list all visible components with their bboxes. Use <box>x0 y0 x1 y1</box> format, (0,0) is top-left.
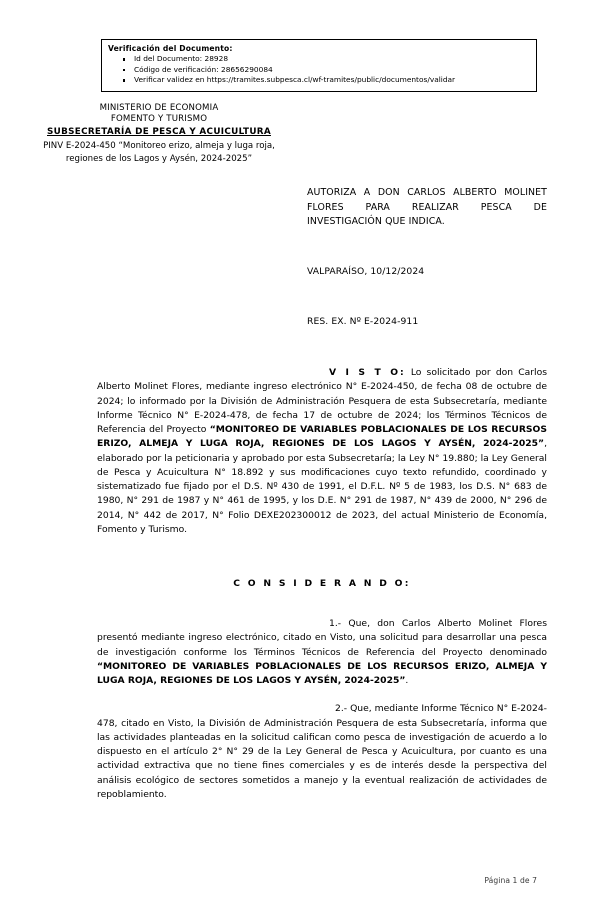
considerando-item-1-text-end: . <box>405 675 409 686</box>
visto-text-intro: Lo solicitado por don Carlos Alberto Molinet Flores, mediante ingreso electrónico N° E-2024-450, de fecha 08 de octubre de 2024; lo informado por la División de Administración Pesquera de esta Subsecretaría, mediante Informe Técnico N° E-2024-478, de fecha 17 de octubre de 2024; los Términos Técnicos de Referencia del Proyecto <box>97 367 547 435</box>
page-footer: Página 1 de 7 <box>484 876 537 885</box>
ministry-header <box>28 103 290 165</box>
considerando-item-1 <box>97 617 547 688</box>
visto-section <box>97 366 547 537</box>
considerando-item-1-text-intro: 1.- Que, don Carlos Alberto Molinet Flores presentó mediante ingreso electrónico, citado en Visto, una solicitud para desarrollar una pesca de investigación conforme los Términos Técnicos de Referencia del Proyecto denominado <box>97 618 547 658</box>
considerando-heading: C O N S I D E R A N D O: <box>233 578 411 589</box>
resolution-subject: AUTORIZA A DON CARLOS ALBERTO MOLINET FLORES PARA REALIZAR PESCA DE INVESTIGACIÓN QUE INDICA. <box>307 187 547 228</box>
verification-item-code: Código de verificación: 28656290084 <box>134 65 530 76</box>
visto-project-name: “MONITOREO DE VARIABLES POBLACIONALES DE LOS RECURSOS ERIZO, ALMEJA Y LUGA ROJA, REGIONES DE LOS LAGOS Y AYSÉN, 2024-2025” <box>97 424 547 450</box>
considerando-item-2 <box>97 702 547 802</box>
ministry-name-line-1: MINISTERIO DE ECONOMIA <box>99 103 219 113</box>
verification-item-document-id: Id del Documento: 28928 <box>134 54 530 65</box>
considerando-item-1-project-name: “MONITOREO DE VARIABLES POBLACIONALES DE LOS RECURSOS ERIZO, ALMEJA Y LUGA ROJA, REGIONES DE LOS LAGOS Y AYSÉN, 2024-2025” <box>97 660 547 686</box>
verification-title: Verificación del Documento: <box>108 44 233 53</box>
ministry-name-line-2: FOMENTO Y TURISMO <box>110 114 208 125</box>
considerando-item-2-text: 2.- Que, mediante Informe Técnico N° E-2024-478, citado en Visto, la División de Administración Pesquera de esta Subsecretaría, informa que las actividades planteadas en la solicitud califican como pesca de investigación de acuerdo a lo dispuesto en el artículo 2° N° 29 de la Ley General de Pesca y Acuicultura, por cuanto es una actividad extractiva que no tiene fines comerciales y es de interés desde la perspectiva del análisis ecológico de sectores sometidos a manejo y la eventual realización de actividades de repoblamiento. <box>97 703 547 800</box>
visto-paragraph <box>97 366 547 537</box>
considerando-section <box>97 617 547 802</box>
visto-text-legal: , elaborado por la peticionaria y aprobado por esta Subsecretaría; la Ley N° 19.880; la Ley General de Pesca y Acuicultura N° 18.892 y sus modificaciones cuyo texto refundido, coordinado y sistematizado fue fijado por el D.S. Nº 430 de 1991, el D.F.L. Nº 5 de 1983, los D.S. N° 683 de 1980, N° 291 de 1987 y N° 461 de 1995, y los D.E. N° 291 de 1987, N° 439 de 2000, N° 296 de 2014, N° 442 de 2017, N° Folio DEXE202300012 de 2023, del actual Ministerio de Economía, Fomento y Turismo. <box>97 438 547 535</box>
project-reference: PINV E-2024-450 “Monitoreo erizo, almeja y luga roja, regiones de los Lagos y Aysén, 2024-2025” <box>43 141 275 164</box>
place-and-date: VALPARAÍSO, 10/12/2024 <box>307 266 425 277</box>
subsecretaria-name: SUBSECRETARÍA DE PESCA Y ACUICULTURA <box>47 127 271 138</box>
verification-item-url: Verificar validez en https://tramites.subpesca.cl/wf-tramites/public/documentos/validar <box>134 75 530 86</box>
document-verification-box <box>101 39 537 92</box>
verification-list <box>108 54 530 86</box>
visto-label: V I S T O: <box>329 367 406 378</box>
resolution-number: RES. EX. Nº E-2024-911 <box>307 316 419 327</box>
